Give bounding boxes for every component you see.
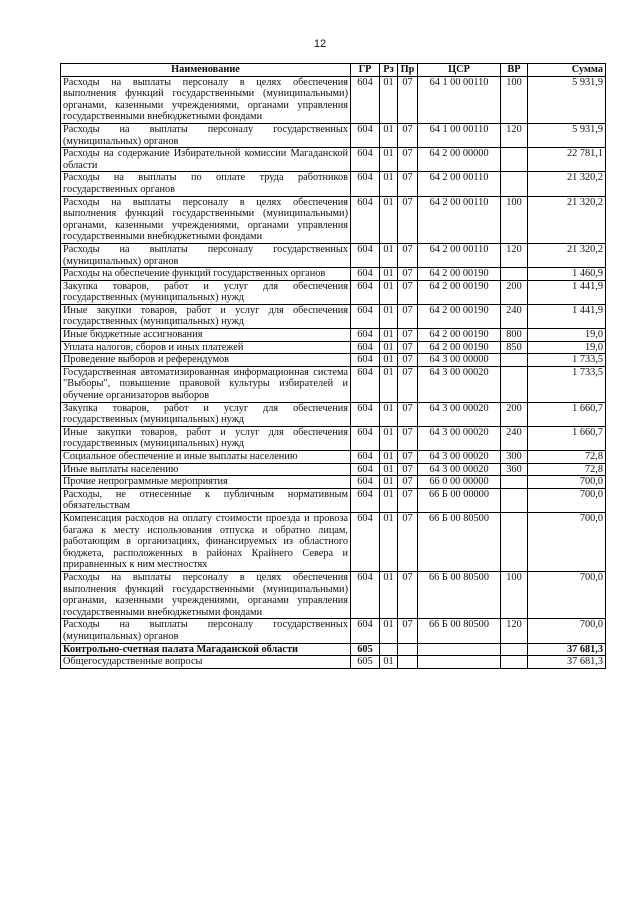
row-rz: 01 xyxy=(380,196,398,243)
table-row xyxy=(61,329,606,342)
table-row xyxy=(61,243,606,267)
row-gr: 604 xyxy=(351,512,380,571)
row-vr xyxy=(501,148,528,172)
row-sum: 700,0 xyxy=(528,488,606,512)
row-name: Иные закупки товаров, работ и услуг для обеспечения государственных (муниципальных) нужд xyxy=(61,426,351,450)
row-csr: 64 3 00 00020 xyxy=(418,426,501,450)
row-vr: 200 xyxy=(501,280,528,304)
table-row xyxy=(61,123,606,147)
table-row xyxy=(61,148,606,172)
table-header-row xyxy=(61,64,606,77)
table-row xyxy=(61,196,606,243)
table-row xyxy=(61,341,606,354)
row-name: Расходы на обеспечение функций государственных органов xyxy=(61,268,351,281)
table-row xyxy=(61,280,606,304)
row-sum: 1 460,9 xyxy=(528,268,606,281)
row-sum: 700,0 xyxy=(528,512,606,571)
row-vr xyxy=(501,656,528,669)
row-gr: 604 xyxy=(351,243,380,267)
row-name: Расходы на выплаты по оплате труда работников государственных органов xyxy=(61,172,351,196)
table-row xyxy=(61,402,606,426)
row-vr: 100 xyxy=(501,196,528,243)
row-gr: 605 xyxy=(351,643,380,656)
row-vr xyxy=(501,268,528,281)
table-row xyxy=(61,426,606,450)
row-rz: 01 xyxy=(380,354,398,367)
row-csr: 66 Б 00 00000 xyxy=(418,488,501,512)
row-pr: 07 xyxy=(398,366,418,402)
row-vr: 120 xyxy=(501,619,528,643)
row-gr: 604 xyxy=(351,123,380,147)
row-pr: 07 xyxy=(398,571,418,618)
row-csr: 64 3 00 00020 xyxy=(418,463,501,476)
header-gr: ГР xyxy=(351,64,380,77)
row-csr xyxy=(418,656,501,669)
row-pr: 07 xyxy=(398,451,418,464)
row-csr: 64 1 00 00110 xyxy=(418,76,501,123)
row-name: Расходы на выплаты персоналу государственных (муниципальных) органов xyxy=(61,619,351,643)
row-pr: 07 xyxy=(398,512,418,571)
row-name: Прочие непрограммные мероприятия xyxy=(61,476,351,489)
row-name: Социальное обеспечение и иные выплаты населению xyxy=(61,451,351,464)
row-pr: 07 xyxy=(398,268,418,281)
row-pr: 07 xyxy=(398,329,418,342)
row-sum: 21 320,2 xyxy=(528,172,606,196)
table-row xyxy=(61,304,606,328)
row-pr xyxy=(398,643,418,656)
row-rz: 01 xyxy=(380,304,398,328)
row-name: Расходы на выплаты персоналу в целях обеспечения выполнения функций государственными (муниципальными) органами, казенными учреждениями, органами управления государственными внебюджетными фондами xyxy=(61,196,351,243)
row-rz: 01 xyxy=(380,619,398,643)
row-sum: 21 320,2 xyxy=(528,243,606,267)
row-sum: 19,0 xyxy=(528,341,606,354)
row-sum: 1 441,9 xyxy=(528,304,606,328)
row-sum: 5 931,9 xyxy=(528,123,606,147)
row-name: Компенсация расходов на оплату стоимости проезда и провоза багажа к месту использования отпуска и обратно лицам, работающим в организациях, финансируемых из областного бюджета, расположенных в районах Крайнего Севера и приравненных к ним местностях xyxy=(61,512,351,571)
row-sum: 22 781,1 xyxy=(528,148,606,172)
row-rz xyxy=(380,643,398,656)
row-pr: 07 xyxy=(398,619,418,643)
row-vr: 300 xyxy=(501,451,528,464)
row-gr: 604 xyxy=(351,571,380,618)
row-rz: 01 xyxy=(380,341,398,354)
row-rz: 01 xyxy=(380,463,398,476)
row-sum: 72,8 xyxy=(528,463,606,476)
row-gr: 605 xyxy=(351,656,380,669)
row-name: Иные выплаты населению xyxy=(61,463,351,476)
row-pr: 07 xyxy=(398,402,418,426)
table-row xyxy=(61,172,606,196)
table-row xyxy=(61,76,606,123)
row-sum: 1 733,5 xyxy=(528,366,606,402)
row-csr: 64 2 00 00190 xyxy=(418,268,501,281)
row-vr xyxy=(501,476,528,489)
row-pr: 07 xyxy=(398,463,418,476)
row-vr: 200 xyxy=(501,402,528,426)
row-name: Уплата налогов, сборов и иных платежей xyxy=(61,341,351,354)
row-vr xyxy=(501,488,528,512)
row-csr: 64 2 00 00110 xyxy=(418,243,501,267)
row-vr xyxy=(501,512,528,571)
row-rz: 01 xyxy=(380,366,398,402)
row-name: Закупка товаров, работ и услуг для обеспечения государственных (муниципальных) нужд xyxy=(61,402,351,426)
row-pr: 07 xyxy=(398,354,418,367)
row-gr: 604 xyxy=(351,366,380,402)
row-rz: 01 xyxy=(380,172,398,196)
row-name: Государственная автоматизированная информационная система "Выборы", повышение правовой культуры избирателей и обучение организаторов выборов xyxy=(61,366,351,402)
row-name: Контрольно-счетная палата Магаданской области xyxy=(61,643,351,656)
header-vr: ВР xyxy=(501,64,528,77)
row-gr: 604 xyxy=(351,354,380,367)
row-rz: 01 xyxy=(380,268,398,281)
row-rz: 01 xyxy=(380,243,398,267)
table-row xyxy=(61,268,606,281)
row-gr: 604 xyxy=(351,268,380,281)
row-vr: 100 xyxy=(501,76,528,123)
row-csr: 66 0 00 00000 xyxy=(418,476,501,489)
row-csr: 64 3 00 00020 xyxy=(418,451,501,464)
page-number: 12 xyxy=(313,38,327,50)
row-pr: 07 xyxy=(398,426,418,450)
row-csr: 64 2 00 00110 xyxy=(418,172,501,196)
row-sum: 37 681,3 xyxy=(528,643,606,656)
row-vr: 240 xyxy=(501,304,528,328)
row-name: Иные закупки товаров, работ и услуг для обеспечения государственных (муниципальных) нужд xyxy=(61,304,351,328)
row-name: Иные бюджетные ассигнования xyxy=(61,329,351,342)
row-csr: 64 3 00 00020 xyxy=(418,402,501,426)
row-sum: 37 681,3 xyxy=(528,656,606,669)
row-gr: 604 xyxy=(351,463,380,476)
row-csr: 64 3 00 00020 xyxy=(418,366,501,402)
row-sum: 1 660,7 xyxy=(528,426,606,450)
row-gr: 604 xyxy=(351,329,380,342)
row-vr: 800 xyxy=(501,329,528,342)
row-rz: 01 xyxy=(380,402,398,426)
row-name: Расходы на выплаты персоналу государственных (муниципальных) органов xyxy=(61,243,351,267)
row-vr: 850 xyxy=(501,341,528,354)
row-csr: 64 3 00 00000 xyxy=(418,354,501,367)
row-sum: 21 320,2 xyxy=(528,196,606,243)
row-vr: 120 xyxy=(501,123,528,147)
row-rz: 01 xyxy=(380,329,398,342)
row-vr: 360 xyxy=(501,463,528,476)
row-gr: 604 xyxy=(351,426,380,450)
row-pr: 07 xyxy=(398,341,418,354)
row-csr: 64 2 00 00190 xyxy=(418,341,501,354)
row-sum: 72,8 xyxy=(528,451,606,464)
row-vr xyxy=(501,172,528,196)
header-csr: ЦСР xyxy=(418,64,501,77)
table-row xyxy=(61,571,606,618)
row-csr xyxy=(418,643,501,656)
row-pr xyxy=(398,656,418,669)
row-csr: 64 1 00 00110 xyxy=(418,123,501,147)
table-row xyxy=(61,656,606,669)
row-pr: 07 xyxy=(398,148,418,172)
row-gr: 604 xyxy=(351,172,380,196)
header-name: Наименование xyxy=(61,64,351,77)
table-row xyxy=(61,366,606,402)
row-sum: 700,0 xyxy=(528,476,606,489)
row-name: Общегосударственные вопросы xyxy=(61,656,351,669)
row-name: Расходы на выплаты персоналу в целях обеспечения выполнения функций государственными (муниципальными) органами, казенными учреждениями, органами управления государственными внебюджетными фондами xyxy=(61,571,351,618)
row-pr: 07 xyxy=(398,196,418,243)
row-gr: 604 xyxy=(351,148,380,172)
row-gr: 604 xyxy=(351,76,380,123)
row-csr: 66 Б 00 80500 xyxy=(418,619,501,643)
row-vr xyxy=(501,366,528,402)
table-row xyxy=(61,476,606,489)
row-csr: 66 Б 00 80500 xyxy=(418,512,501,571)
row-vr: 240 xyxy=(501,426,528,450)
row-csr: 64 2 00 00190 xyxy=(418,280,501,304)
row-gr: 604 xyxy=(351,488,380,512)
row-rz: 01 xyxy=(380,512,398,571)
row-gr: 604 xyxy=(351,476,380,489)
row-gr: 604 xyxy=(351,341,380,354)
row-pr: 07 xyxy=(398,243,418,267)
row-name: Расходы на содержание Избирательной комиссии Магаданской области xyxy=(61,148,351,172)
row-rz: 01 xyxy=(380,571,398,618)
row-pr: 07 xyxy=(398,280,418,304)
row-sum: 5 931,9 xyxy=(528,76,606,123)
budget-table xyxy=(60,63,606,669)
row-csr: 64 2 00 00190 xyxy=(418,329,501,342)
row-gr: 604 xyxy=(351,304,380,328)
table-row xyxy=(61,512,606,571)
row-pr: 07 xyxy=(398,488,418,512)
row-name: Расходы на выплаты персоналу государственных (муниципальных) органов xyxy=(61,123,351,147)
row-gr: 604 xyxy=(351,280,380,304)
table-row xyxy=(61,354,606,367)
row-vr xyxy=(501,643,528,656)
row-gr: 604 xyxy=(351,196,380,243)
row-csr: 64 2 00 00000 xyxy=(418,148,501,172)
row-gr: 604 xyxy=(351,619,380,643)
row-vr: 120 xyxy=(501,243,528,267)
header-rz: Рз xyxy=(380,64,398,77)
table-row xyxy=(61,619,606,643)
row-rz: 01 xyxy=(380,426,398,450)
header-pr: Пр xyxy=(398,64,418,77)
header-sum: Сумма xyxy=(528,64,606,77)
row-gr: 604 xyxy=(351,451,380,464)
row-csr: 64 2 00 00190 xyxy=(418,304,501,328)
row-gr: 604 xyxy=(351,402,380,426)
row-pr: 07 xyxy=(398,476,418,489)
row-name: Расходы, не отнесенные к публичным нормативным обязательствам xyxy=(61,488,351,512)
row-sum: 19,0 xyxy=(528,329,606,342)
row-rz: 01 xyxy=(380,76,398,123)
row-csr: 66 Б 00 80500 xyxy=(418,571,501,618)
table-row xyxy=(61,463,606,476)
row-pr: 07 xyxy=(398,304,418,328)
row-rz: 01 xyxy=(380,488,398,512)
table-body xyxy=(61,76,606,668)
row-rz: 01 xyxy=(380,476,398,489)
row-rz: 01 xyxy=(380,656,398,669)
row-name: Закупка товаров, работ и услуг для обеспечения государственных (муниципальных) нужд xyxy=(61,280,351,304)
row-rz: 01 xyxy=(380,280,398,304)
row-vr xyxy=(501,354,528,367)
row-vr: 100 xyxy=(501,571,528,618)
row-rz: 01 xyxy=(380,123,398,147)
row-pr: 07 xyxy=(398,172,418,196)
row-pr: 07 xyxy=(398,123,418,147)
row-pr: 07 xyxy=(398,76,418,123)
row-name: Проведение выборов и референдумов xyxy=(61,354,351,367)
row-name: Расходы на выплаты персоналу в целях обеспечения выполнения функций государственными (муниципальными) органами, казенными учреждениями, органами управления государственными внебюджетными фондами xyxy=(61,76,351,123)
table-row xyxy=(61,451,606,464)
row-rz: 01 xyxy=(380,148,398,172)
row-sum: 700,0 xyxy=(528,571,606,618)
row-csr: 64 2 00 00110 xyxy=(418,196,501,243)
row-sum: 1 441,9 xyxy=(528,280,606,304)
table-row xyxy=(61,643,606,656)
row-rz: 01 xyxy=(380,451,398,464)
row-sum: 1 733,5 xyxy=(528,354,606,367)
row-sum: 1 660,7 xyxy=(528,402,606,426)
table-row xyxy=(61,488,606,512)
row-sum: 700,0 xyxy=(528,619,606,643)
